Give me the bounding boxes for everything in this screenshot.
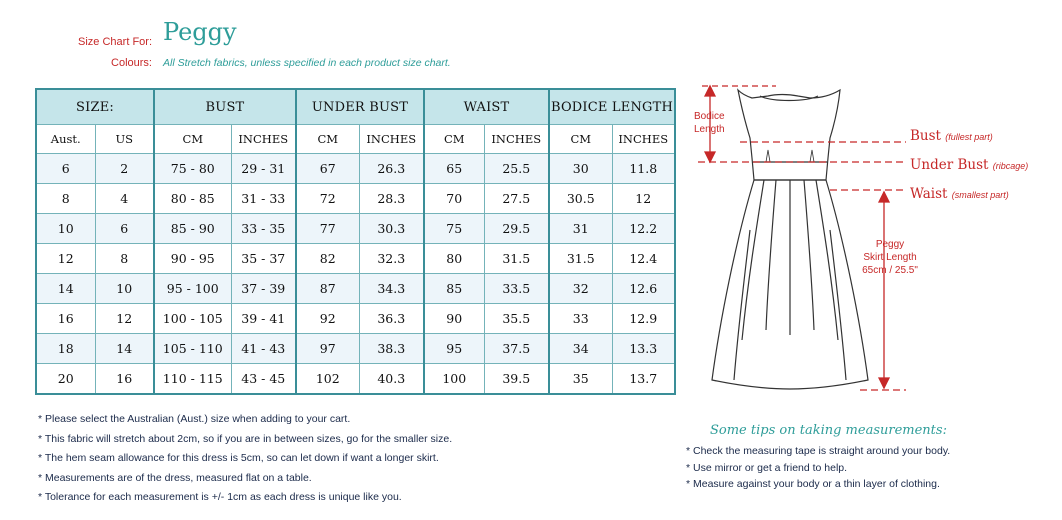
cell: 72 <box>296 184 359 214</box>
cell: 13.3 <box>612 334 675 364</box>
cell: 92 <box>296 304 359 334</box>
cell: 20 <box>36 364 95 395</box>
table-row <box>36 244 675 274</box>
cell: 80 - 85 <box>154 184 231 214</box>
cell: 11.8 <box>612 154 675 184</box>
cell: 25.5 <box>484 154 549 184</box>
cell: 40.3 <box>359 364 424 395</box>
cell: 65 <box>424 154 484 184</box>
sub-header-bodice-cm: CM <box>549 125 612 154</box>
cell: 33 <box>549 304 612 334</box>
under-bust-header: UNDER BUST <box>296 89 424 125</box>
cell: 105 - 110 <box>154 334 231 364</box>
cell: 30.3 <box>359 214 424 244</box>
cell: 77 <box>296 214 359 244</box>
cell: 75 - 80 <box>154 154 231 184</box>
cell: 39 - 41 <box>231 304 296 334</box>
cell: 13.7 <box>612 364 675 395</box>
cell: 30 <box>549 154 612 184</box>
cell: 37.5 <box>484 334 549 364</box>
cell: 6 <box>95 214 154 244</box>
cell: 31 <box>549 214 612 244</box>
cell: 29 - 31 <box>231 154 296 184</box>
cell: 14 <box>36 274 95 304</box>
cell: 35 <box>549 364 612 395</box>
cell: 100 - 105 <box>154 304 231 334</box>
cell: 12.9 <box>612 304 675 334</box>
colours-label: Colours: <box>111 57 152 69</box>
cell: 28.3 <box>359 184 424 214</box>
tip-item: * Use mirror or get a friend to help. <box>686 461 848 474</box>
table-row <box>36 184 675 214</box>
under-bust-label: Under Bust (ribcage) <box>910 157 1029 173</box>
cell: 85 - 90 <box>154 214 231 244</box>
cell: 37 - 39 <box>231 274 296 304</box>
cell: 34.3 <box>359 274 424 304</box>
cell: 87 <box>296 274 359 304</box>
notes-list <box>38 410 452 508</box>
size-chart-for-label: Size Chart For: <box>78 36 152 48</box>
cell: 39.5 <box>484 364 549 395</box>
cell: 27.5 <box>484 184 549 214</box>
group-header-row <box>36 89 675 125</box>
cell: 30.5 <box>549 184 612 214</box>
cell: 31.5 <box>549 244 612 274</box>
cell: 90 <box>424 304 484 334</box>
sub-header-bodice-inches: INCHES <box>612 125 675 154</box>
sub-header-waist-cm: CM <box>424 125 484 154</box>
cell: 82 <box>296 244 359 274</box>
colours-text: All Stretch fabrics, unless specified in each product size chart. <box>163 57 451 69</box>
sub-header-underbust-inches: INCHES <box>359 125 424 154</box>
waist-label: Waist (smallest part) <box>910 186 1009 202</box>
cell: 29.5 <box>484 214 549 244</box>
table-row <box>36 304 675 334</box>
cell: 12.6 <box>612 274 675 304</box>
cell: 4 <box>95 184 154 214</box>
cell: 38.3 <box>359 334 424 364</box>
cell: 67 <box>296 154 359 184</box>
cell: 8 <box>95 244 154 274</box>
note-item: * Tolerance for each measurement is +/- 1cm as each dress is unique like you. <box>38 491 402 503</box>
table-row <box>36 334 675 364</box>
sub-header-us: US <box>95 125 154 154</box>
cell: 12.2 <box>612 214 675 244</box>
waist-header: WAIST <box>424 89 549 125</box>
sub-header-underbust-cm: CM <box>296 125 359 154</box>
cell: 36.3 <box>359 304 424 334</box>
cell: 90 - 95 <box>154 244 231 274</box>
product-title: Peggy <box>163 18 237 46</box>
cell: 12 <box>95 304 154 334</box>
sub-header-waist-inches: INCHES <box>484 125 549 154</box>
cell: 70 <box>424 184 484 214</box>
table-row <box>36 214 675 244</box>
cell: 12 <box>36 244 95 274</box>
table-row <box>36 154 675 184</box>
cell: 95 <box>424 334 484 364</box>
cell: 35 - 37 <box>231 244 296 274</box>
note-item: * Measurements are of the dress, measured flat on a table. <box>38 471 312 484</box>
cell: 33.5 <box>484 274 549 304</box>
cell: 14 <box>95 334 154 364</box>
bust-label: Bust (fullest part) <box>910 128 993 144</box>
cell: 10 <box>36 214 95 244</box>
table-row <box>36 364 675 395</box>
cell: 102 <box>296 364 359 395</box>
cell: 100 <box>424 364 484 395</box>
size-chart-table <box>35 88 676 395</box>
cell: 75 <box>424 214 484 244</box>
bust-header: BUST <box>154 89 296 125</box>
note-item: * This fabric will stretch about 2cm, so if you are in between sizes, go for the smaller size. <box>38 432 453 445</box>
cell: 97 <box>296 334 359 364</box>
cell: 85 <box>424 274 484 304</box>
cell: 8 <box>36 184 95 214</box>
sub-header-row <box>36 125 675 154</box>
cell: 6 <box>36 154 95 184</box>
skirt-length-label: Peggy Skirt Length 65cm / 25.5" <box>862 239 918 276</box>
sub-header-aust: Aust. <box>36 125 95 154</box>
cell: 32.3 <box>359 244 424 274</box>
cell: 18 <box>36 334 95 364</box>
size-header: SIZE: <box>36 89 154 125</box>
bodice-length-header: BODICE LENGTH <box>549 89 675 125</box>
tips-list <box>686 443 950 493</box>
note-item: * The hem seam allowance for this dress is 5cm, so can let down if want a longer skirt. <box>38 452 439 464</box>
cell: 16 <box>95 364 154 395</box>
cell: 31 - 33 <box>231 184 296 214</box>
bodice-length-label: Bodice Length <box>694 111 725 135</box>
sub-header-bust-cm: CM <box>154 125 231 154</box>
table-row <box>36 274 675 304</box>
cell: 12 <box>612 184 675 214</box>
cell: 43 - 45 <box>231 364 296 395</box>
cell: 110 - 115 <box>154 364 231 395</box>
sub-header-bust-inches: INCHES <box>231 125 296 154</box>
cell: 31.5 <box>484 244 549 274</box>
cell: 32 <box>549 274 612 304</box>
tips-title: Some tips on taking measurements: <box>710 423 947 438</box>
cell: 41 - 43 <box>231 334 296 364</box>
cell: 2 <box>95 154 154 184</box>
cell: 16 <box>36 304 95 334</box>
cell: 10 <box>95 274 154 304</box>
cell: 80 <box>424 244 484 274</box>
tip-item: * Check the measuring tape is straight around your body. <box>686 445 951 457</box>
cell: 33 - 35 <box>231 214 296 244</box>
note-item: * Please select the Australian (Aust.) size when adding to your cart. <box>38 413 351 425</box>
cell: 95 - 100 <box>154 274 231 304</box>
cell: 12.4 <box>612 244 675 274</box>
cell: 34 <box>549 334 612 364</box>
cell: 35.5 <box>484 304 549 334</box>
cell: 26.3 <box>359 154 424 184</box>
tip-item: * Measure against your body or a thin layer of clothing. <box>686 478 940 490</box>
